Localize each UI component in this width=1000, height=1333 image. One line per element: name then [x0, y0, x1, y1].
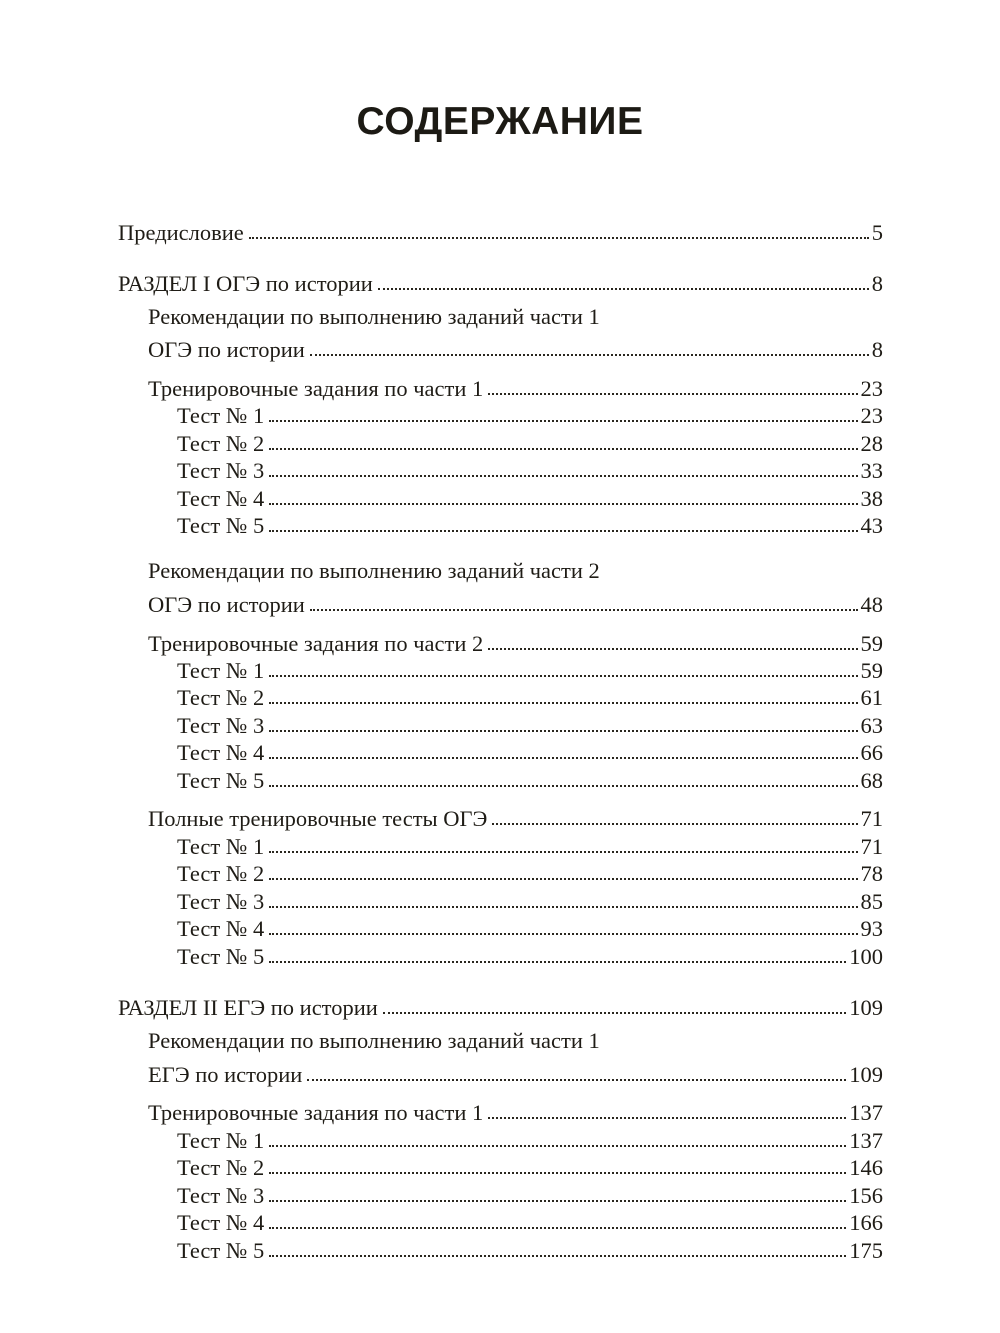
toc-entry-text: Тест № 5 [177, 943, 265, 969]
toc-entry-test[interactable] [177, 454, 883, 482]
toc-entry-text: Тест № 1 [177, 657, 265, 683]
toc-entry-test[interactable] [177, 857, 883, 885]
toc-entry-text: Тест № 2 [177, 860, 265, 886]
toc-page-number: 59 [860, 657, 883, 683]
toc-entry-text: Тест № 3 [177, 1182, 265, 1208]
dot-leader [269, 448, 857, 450]
dot-leader [488, 1117, 846, 1119]
toc-entry-test[interactable] [177, 654, 883, 682]
toc-page-number: 78 [860, 860, 883, 886]
toc-entry-oge-rec-part2-line1[interactable] [148, 560, 883, 588]
toc-page-number: 8 [871, 270, 883, 296]
toc-page-number: 93 [860, 915, 883, 941]
dot-leader [269, 1255, 846, 1257]
dot-leader [383, 1012, 846, 1014]
toc-entry-ege-rec-part1-line1[interactable] [148, 1030, 883, 1058]
dot-leader [269, 851, 857, 853]
toc-entry-test[interactable] [177, 681, 883, 709]
toc-entry-text: Рекомендации по выполнению заданий части 1 [148, 1028, 600, 1053]
toc-entry-preface[interactable] [118, 216, 883, 244]
toc-entry-oge-rec-part2[interactable] [148, 588, 883, 616]
toc-page-number: 38 [860, 485, 883, 511]
dot-leader [269, 1145, 846, 1147]
dot-leader [269, 730, 857, 732]
dot-leader [269, 530, 857, 532]
dot-leader [269, 420, 857, 422]
toc-page-number: 61 [860, 684, 883, 710]
dot-leader [307, 1079, 846, 1081]
toc-entry-text: Тест № 2 [177, 684, 265, 710]
toc-page-number: 23 [860, 402, 883, 428]
toc-page-number: 100 [849, 943, 883, 969]
toc-entry-text: Тест № 5 [177, 1237, 265, 1263]
dot-leader [269, 675, 857, 677]
toc-entry-text: Тренировочные задания по части 1 [148, 1099, 484, 1125]
toc-page-number: 43 [860, 512, 883, 538]
toc-entry-text: ЕГЭ по истории [148, 1061, 303, 1087]
toc-entry-test[interactable] [177, 482, 883, 510]
dot-leader [269, 702, 857, 704]
toc-entry-text: Тест № 4 [177, 739, 265, 765]
toc-page-number: 23 [860, 375, 883, 401]
dot-leader [249, 237, 869, 239]
page-title: СОДЕРЖАНИЕ [356, 100, 644, 143]
toc-entry-test[interactable] [177, 509, 883, 537]
toc-page-number: 28 [860, 430, 883, 456]
toc-page-number: 146 [849, 1154, 883, 1180]
toc-page-number: 66 [860, 739, 883, 765]
dot-leader [488, 393, 857, 395]
toc-entry-text: Тест № 2 [177, 430, 265, 456]
toc-entry-test[interactable] [177, 1179, 883, 1207]
toc-entry-oge-rec-part1-line1[interactable] [148, 306, 883, 334]
dot-leader [269, 1227, 846, 1229]
toc-entry-test[interactable] [177, 885, 883, 913]
toc-entry-text: Тест № 1 [177, 1127, 265, 1153]
dot-leader [269, 933, 857, 935]
toc-entry-text: Тест № 1 [177, 402, 265, 428]
toc-entry-test[interactable] [177, 830, 883, 858]
toc-page-number: 109 [849, 994, 883, 1020]
dot-leader [269, 1172, 846, 1174]
toc-entry-text: Предисловие [118, 219, 244, 245]
dot-leader [269, 757, 857, 759]
toc-entry-oge-training-part2[interactable] [148, 627, 883, 655]
toc-page-number: 5 [871, 219, 883, 245]
toc-entry-text: Тест № 3 [177, 712, 265, 738]
toc-entry-text: Тест № 4 [177, 1209, 265, 1235]
toc-entry-text: Тест № 3 [177, 888, 265, 914]
toc-entry-test[interactable] [177, 399, 883, 427]
toc-entry-text: Тест № 2 [177, 1154, 265, 1180]
toc-entry-ege-training-part1[interactable] [148, 1096, 883, 1124]
toc-entry-text: Рекомендации по выполнению заданий части 2 [148, 558, 600, 583]
toc-entry-text: Тест № 5 [177, 512, 265, 538]
toc-entry-text: Тест № 3 [177, 457, 265, 483]
toc-entry-oge-rec-part1[interactable] [148, 333, 883, 361]
toc-page-number: 71 [860, 833, 883, 859]
toc-page-number: 59 [860, 630, 883, 656]
dot-leader [269, 961, 846, 963]
toc-entry-text: Тест № 4 [177, 915, 265, 941]
toc-entry-test[interactable] [177, 764, 883, 792]
dot-leader [310, 354, 869, 356]
toc-entry-section-2[interactable] [118, 991, 883, 1019]
toc-entry-test[interactable] [177, 736, 883, 764]
toc-entry-test[interactable] [177, 1206, 883, 1234]
toc-page-number: 63 [860, 712, 883, 738]
toc-page-number: 71 [860, 805, 883, 831]
toc-entry-test[interactable] [177, 1234, 883, 1262]
toc-entry-oge-training-part1[interactable] [148, 372, 883, 400]
toc-entry-ege-rec-part1[interactable] [148, 1058, 883, 1086]
toc-entry-test[interactable] [177, 427, 883, 455]
toc-entry-text: РАЗДЕЛ I ОГЭ по истории [118, 270, 373, 296]
toc-entry-test[interactable] [177, 940, 883, 968]
toc-entry-text: ОГЭ по истории [148, 591, 305, 617]
toc-entry-test[interactable] [177, 709, 883, 737]
toc-entry-text: Полные тренировочные тесты ОГЭ [148, 805, 488, 831]
dot-leader [269, 878, 857, 880]
toc-page-number: 8 [871, 336, 883, 362]
dot-leader [492, 823, 857, 825]
toc-page-number: 85 [860, 888, 883, 914]
toc-entry-text: Тест № 5 [177, 767, 265, 793]
toc-page-number: 48 [860, 591, 883, 617]
dot-leader [488, 648, 857, 650]
toc-page-number: 175 [849, 1237, 883, 1263]
dot-leader [269, 785, 857, 787]
dot-leader [310, 609, 858, 611]
toc-entry-text: Тест № 1 [177, 833, 265, 859]
toc-page-number: 68 [860, 767, 883, 793]
dot-leader [269, 906, 857, 908]
toc-entry-text: ОГЭ по истории [148, 336, 305, 362]
dot-leader [269, 1200, 846, 1202]
toc-entry-oge-full-tests[interactable] [148, 802, 883, 830]
toc-entry-text: Тест № 4 [177, 485, 265, 511]
toc-entry-text: Тренировочные задания по части 2 [148, 630, 484, 656]
toc-page-number: 137 [849, 1099, 883, 1125]
dot-leader [269, 503, 857, 505]
toc-entry-test[interactable] [177, 1151, 883, 1179]
toc-page-number: 109 [849, 1061, 883, 1087]
dot-leader [269, 475, 857, 477]
toc-entry-section-1[interactable] [118, 267, 883, 295]
toc-entry-text: РАЗДЕЛ II ЕГЭ по истории [118, 994, 378, 1020]
toc-page-number: 33 [860, 457, 883, 483]
toc-entry-test[interactable] [177, 912, 883, 940]
toc-page-number: 137 [849, 1127, 883, 1153]
dot-leader [378, 288, 869, 290]
toc-page-number: 166 [849, 1209, 883, 1235]
toc-page-number: 156 [849, 1182, 883, 1208]
toc-entry-text: Тренировочные задания по части 1 [148, 375, 484, 401]
toc-entry-text: Рекомендации по выполнению заданий части 1 [148, 304, 600, 329]
toc-entry-test[interactable] [177, 1124, 883, 1152]
